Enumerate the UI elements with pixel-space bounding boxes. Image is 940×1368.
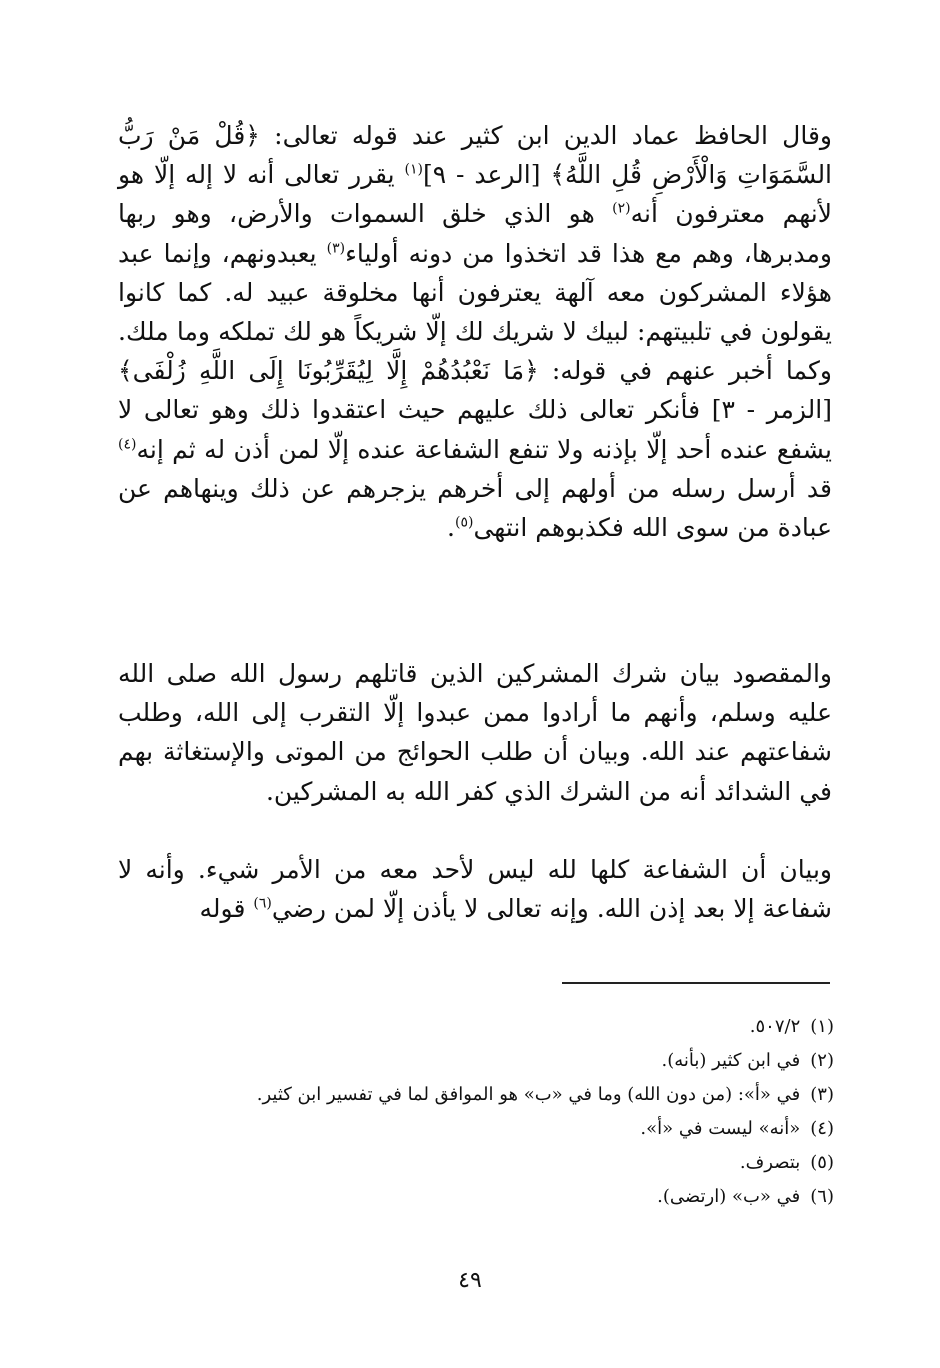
footnotes [118, 1010, 834, 1214]
text-segment: وقال الحافظ عماد الدين ابن كثير عند قوله تعالى: [259, 121, 832, 150]
footnote-item [118, 1044, 834, 1078]
paragraph-ibn-kathir-quote [118, 116, 832, 547]
text-segment: قوله [199, 894, 254, 924]
footnote-number: (٢) [810, 1050, 834, 1071]
footnote-reference: (٤) [118, 436, 137, 453]
text-segment: ﴿مَا نَعْبُدُهُمْ إِلَّا لِيُقَرِّبُونَا إِلَى اللَّهِ زُلْفَى﴾ [118, 356, 539, 386]
footnote-number: (٥) [810, 1152, 834, 1173]
text-segment: والمقصود بيان شرك المشركين الذين قاتلهم رسول الله صلى الله عليه وسلم، وأنهم ما أرادوا ممن عبدوا إلّا التقرب إلى الله، وطلب شفاعتهم عند الله. وبيان أن طلب الحوائج من الموتى والإستغاثة بهم في الشدائد أنه من الشرك الذي كفر الله به المشركين. [118, 659, 832, 806]
text-segment: . [447, 513, 455, 543]
footnote-reference: (٣) [326, 240, 346, 257]
footnote-number: (٣) [810, 1084, 834, 1105]
footnote-number: (٦) [810, 1186, 834, 1207]
text-segment: يعبدونهم، وإنما عبد هؤلاء المشركون معه آلهة يعترفون أنها مخلوقة عبيد له. كما كانوا يقولون في تلبيتهم: لبيك لا شريك لك إلّا شريكاً هو لك تملكه وما ملك. وكما أخبر عنهم في قوله: [118, 238, 832, 386]
paragraph-purpose [118, 654, 832, 811]
text-segment: وبيان أن الشفاعة كلها لله ليس لأحد معه من الأمر شيء. وأنه لا شفاعة إلا بعد إذن الله. وإنه تعالى لا يأذن إلّا لمن رضي [118, 855, 832, 924]
footnote-text: ٥٠٧/٢. [749, 1016, 801, 1037]
text-segment: يقرر تعالى أنه لا إله إلّا هو لأنهم معترفون أنه [118, 160, 833, 229]
footnote-item [118, 1078, 834, 1112]
text-segment: ﴿قُلْ مَنْ رَبُّ السَّمَوَاتِ وَالْأَرْضِ قُلِ اللَّهُ﴾ [118, 121, 833, 190]
text-segment: قد أرسل رسله من أولهم إلى أخرهم يزجرهم عن ذلك وينهاهم عن عبادة من سوى الله فكذبوهم انتهى [118, 473, 832, 543]
footnote-number: (٤) [810, 1118, 834, 1139]
footnote-reference: (١) [404, 161, 423, 178]
footnote-text: «أنه» ليست في «أ». [640, 1118, 801, 1139]
text-segment: هو الذي خلق السموات والأرض، وهو ربها ومدبرها، وهم مع هذا قد اتخذوا من دونه أولياء [118, 199, 832, 268]
paragraph-intercession [118, 850, 832, 928]
footnote-item [118, 1010, 834, 1044]
footnote-item [118, 1112, 834, 1146]
footnote-number: (١) [810, 1016, 834, 1037]
footnote-text: في ابن كثير (بأنه). [661, 1050, 801, 1071]
footnote-text: في «ب» (ارتضى). [657, 1186, 801, 1207]
text-segment: [الرعد - ٩] [422, 160, 551, 190]
footnote-reference: (٢) [612, 201, 631, 218]
footnote-reference: (٦) [253, 895, 272, 912]
footnote-reference: (٥) [455, 514, 474, 531]
footnote-text: بتصرف. [739, 1152, 801, 1173]
text-segment: [الزمر - ٣] فأنكر تعالى ذلك عليهم حيث اعتقدوا ذلك وهو تعالى لا يشفع عنده أحد إلّا بإذنه ولا تنفع الشفاعة عنده إلّا لمن أذن له ثم إنه [118, 395, 832, 464]
footnote-item [118, 1146, 834, 1180]
page-number: ٤٩ [458, 1268, 482, 1293]
footnote-item [118, 1180, 834, 1214]
footnote-text: في «أ»: (من دون الله) وما في «ب» هو الموافق لما في تفسير ابن كثير. [256, 1084, 801, 1105]
footnote-separator [562, 982, 830, 984]
